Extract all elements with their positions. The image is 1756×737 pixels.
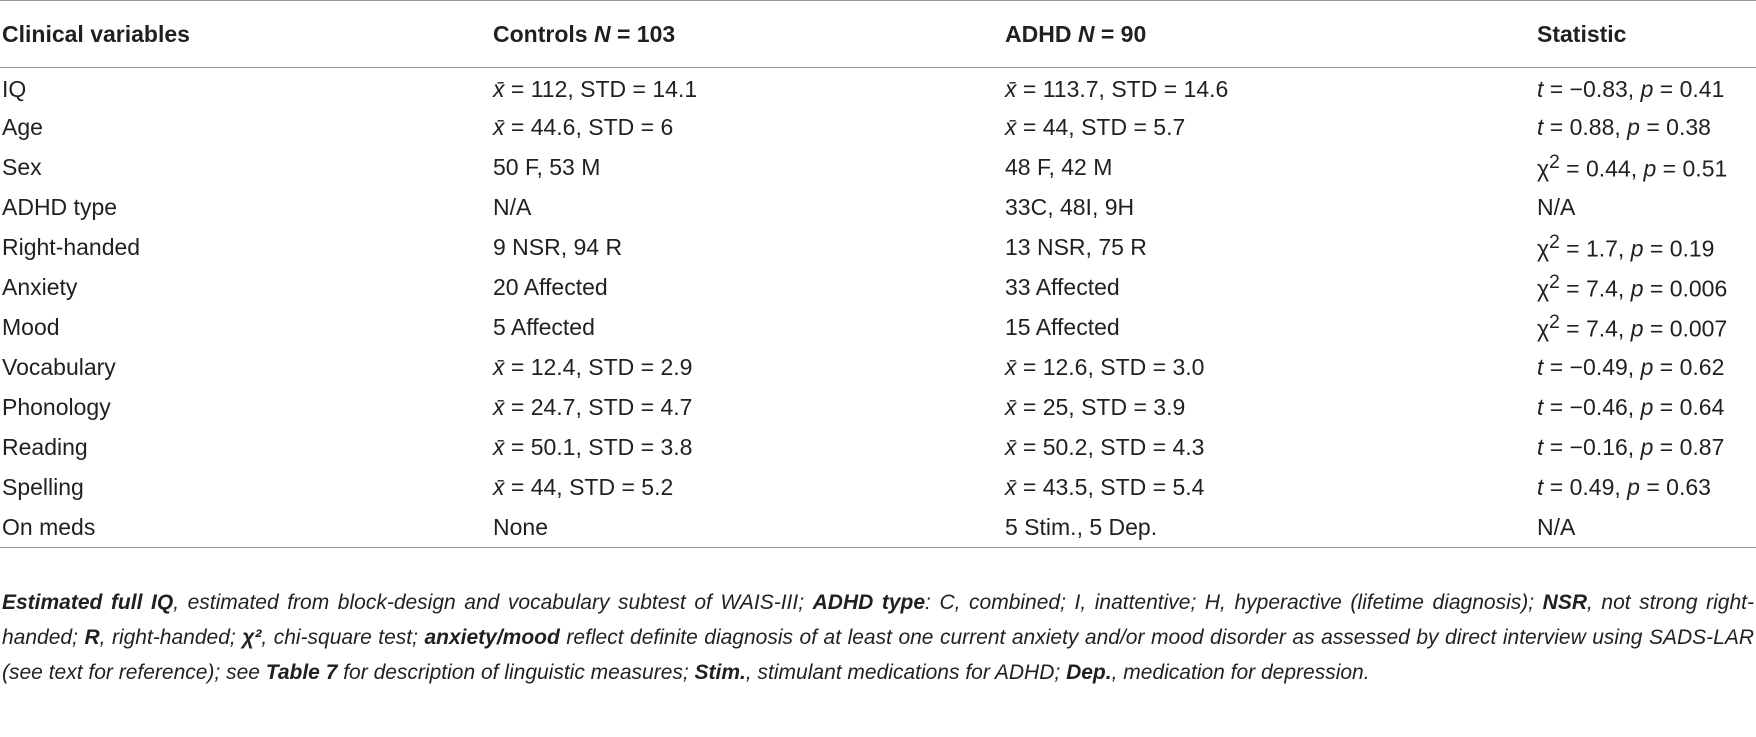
table-row (0, 508, 1756, 548)
mean-symbol: x̄ (493, 354, 505, 380)
variable-name: Age (2, 114, 43, 140)
variable-name-cell (0, 228, 491, 268)
variable-name-cell (0, 268, 491, 308)
mean-std-values: = 44.6, STD = 6 (504, 114, 674, 140)
test-statistic-symbol: t (1537, 76, 1544, 103)
mean-symbol: x̄ (1005, 76, 1017, 103)
p-value: = 0.19 (1643, 235, 1715, 262)
variable-name-cell (0, 468, 491, 508)
footnote-text: : C, combined; I, inattentive; H, hyperactive (lifetime diagnosis); (925, 591, 1543, 614)
test-statistic-value: = 0.49, (1543, 474, 1628, 500)
p-symbol: p (1640, 76, 1654, 103)
test-statistic-symbol: χ (1537, 235, 1550, 262)
variable-name: Reading (2, 434, 88, 460)
mean-symbol: x̄ (1005, 354, 1017, 380)
mean-symbol: x̄ (493, 474, 505, 500)
variable-name: Anxiety (2, 274, 78, 300)
statistic-cell (1535, 188, 1756, 228)
sample-size-symbol: N (593, 20, 611, 47)
mean-std-values: = 12.4, STD = 2.9 (504, 354, 693, 380)
test-statistic-value: = −0.16, (1543, 434, 1641, 460)
mean-std-values: = 25, STD = 3.9 (1016, 394, 1186, 420)
footnote-text: , estimated from block-design and vocabulary subtest of WAIS-III; (173, 591, 813, 614)
cell-text: 20 Affected (493, 274, 608, 300)
footnote-term: R (84, 626, 100, 649)
p-symbol: p (1630, 315, 1644, 342)
cell-text: None (493, 513, 548, 540)
adhd-cell (1003, 388, 1535, 428)
footnote-text: , not strong right-handed; (2, 591, 1754, 649)
statistic-cell (1535, 108, 1756, 148)
variable-name: Spelling (2, 474, 84, 500)
column-header (1003, 1, 1535, 68)
footnote-term: χ² (242, 626, 262, 649)
test-statistic-value: = 7.4, (1559, 315, 1631, 342)
superscript: 2 (1549, 152, 1560, 174)
statistic-cell (1535, 148, 1756, 188)
variable-name-cell (0, 348, 491, 388)
adhd-cell (1003, 68, 1535, 108)
cell-text: 33C, 48I, 9H (1005, 194, 1135, 220)
statistic-cell (1535, 508, 1756, 548)
table-row (0, 108, 1756, 148)
p-value: = 0.62 (1653, 354, 1725, 380)
test-statistic-symbol: t (1537, 354, 1544, 380)
variable-name: Vocabulary (2, 354, 116, 380)
p-value: = 0.007 (1643, 315, 1728, 342)
mean-symbol: x̄ (1005, 114, 1017, 140)
superscript: 2 (1549, 272, 1560, 294)
footnote-text: reflect definite diagnosis of at least one current anxiety and/or mood disorder as assessed by direct interview using SADS-LAR (see text for reference); see (2, 626, 1754, 684)
variable-name: Sex (2, 154, 42, 180)
test-statistic-symbol: χ (1537, 155, 1550, 182)
statistic-cell (1535, 68, 1756, 108)
test-statistic-symbol: χ (1537, 275, 1550, 302)
cell-text: N/A (1537, 194, 1576, 220)
p-symbol: p (1630, 275, 1644, 302)
variable-name-cell (0, 108, 491, 148)
test-statistic-symbol: t (1537, 434, 1544, 460)
test-statistic-symbol: χ (1537, 315, 1550, 342)
variable-name: On meds (2, 513, 96, 540)
table-row (0, 388, 1756, 428)
column-header-label: ADHD (1005, 20, 1078, 47)
test-statistic-value: = 0.44, (1559, 155, 1644, 182)
test-statistic-value: = 1.7, (1559, 235, 1631, 262)
controls-cell (491, 228, 1003, 268)
test-statistic-value: = −0.49, (1543, 354, 1641, 380)
mean-symbol: x̄ (493, 76, 505, 103)
p-symbol: p (1640, 354, 1654, 380)
variable-name-cell (0, 148, 491, 188)
mean-symbol: x̄ (1005, 394, 1017, 420)
p-symbol: p (1630, 235, 1644, 262)
footnote-text: , medication for depression. (1111, 661, 1370, 684)
controls-cell (491, 268, 1003, 308)
cell-text: 33 Affected (1005, 274, 1120, 300)
controls-cell (491, 68, 1003, 108)
table-row (0, 188, 1756, 228)
adhd-cell (1003, 228, 1535, 268)
mean-std-values: = 12.6, STD = 3.0 (1016, 354, 1205, 380)
mean-std-values: = 112, STD = 14.1 (504, 76, 698, 103)
header-row (0, 1, 1756, 68)
table-row (0, 68, 1756, 108)
controls-cell (491, 348, 1003, 388)
footnote-term: ADHD type (812, 591, 926, 614)
mean-symbol: x̄ (1005, 434, 1017, 460)
footnote-term: NSR (1542, 591, 1587, 614)
controls-cell (491, 148, 1003, 188)
footnote-text: , stimulant medications for ADHD; (745, 661, 1067, 684)
sample-size-value: = 103 (610, 20, 676, 47)
variable-name: IQ (2, 76, 27, 103)
controls-cell (491, 508, 1003, 548)
p-symbol: p (1640, 394, 1654, 420)
p-value: = 0.41 (1653, 76, 1725, 103)
mean-std-values: = 24.7, STD = 4.7 (504, 394, 693, 420)
adhd-cell (1003, 108, 1535, 148)
statistic-cell (1535, 388, 1756, 428)
footnote-term: anxiety/mood (424, 626, 560, 649)
variable-name: Mood (2, 314, 60, 340)
test-statistic-symbol: t (1537, 114, 1544, 140)
variable-name-cell (0, 188, 491, 228)
table-row (0, 348, 1756, 388)
mean-std-values: = 50.2, STD = 4.3 (1016, 434, 1205, 460)
footnote-term: Table 7 (265, 661, 338, 684)
controls-cell (491, 108, 1003, 148)
statistic-cell (1535, 268, 1756, 308)
footnote-term: Stim. (694, 661, 746, 684)
variable-name: Right-handed (2, 234, 141, 260)
variable-name-cell (0, 68, 491, 108)
test-statistic-value: = −0.46, (1543, 394, 1641, 420)
column-header-label: Clinical variables (2, 20, 190, 47)
adhd-cell (1003, 468, 1535, 508)
cell-text: 13 NSR, 75 R (1005, 234, 1147, 260)
footnote-term: Estimated full IQ (2, 591, 174, 614)
test-statistic-value: = 7.4, (1559, 275, 1631, 302)
cell-text: 15 Affected (1005, 314, 1120, 340)
table-row (0, 228, 1756, 268)
column-header-label: Controls (493, 20, 594, 47)
variable-name-cell (0, 428, 491, 468)
mean-std-values: = 50.1, STD = 3.8 (504, 434, 693, 460)
statistic-cell (1535, 308, 1756, 348)
p-value: = 0.38 (1639, 114, 1711, 140)
table-row (0, 268, 1756, 308)
statistic-cell (1535, 468, 1756, 508)
controls-cell (491, 188, 1003, 228)
mean-symbol: x̄ (493, 434, 505, 460)
cell-text: 9 NSR, 94 R (493, 234, 623, 260)
cell-text: 50 F, 53 M (493, 154, 601, 180)
variable-name: ADHD type (2, 194, 118, 220)
table-row (0, 468, 1756, 508)
mean-std-values: = 43.5, STD = 5.4 (1016, 474, 1205, 500)
table-row (0, 428, 1756, 468)
test-statistic-value: = 0.88, (1543, 114, 1628, 140)
adhd-cell (1003, 188, 1535, 228)
variable-name: Phonology (2, 394, 111, 420)
sample-size-symbol: N (1077, 20, 1095, 47)
superscript: 2 (1549, 312, 1560, 334)
mean-symbol: x̄ (1005, 474, 1017, 500)
adhd-cell (1003, 148, 1535, 188)
footnote-term: Dep. (1066, 661, 1112, 684)
p-symbol: p (1627, 114, 1640, 140)
controls-cell (491, 308, 1003, 348)
test-statistic-symbol: t (1537, 394, 1544, 420)
test-statistic-value: = −0.83, (1543, 76, 1641, 103)
p-symbol: p (1627, 474, 1640, 500)
mean-symbol: x̄ (493, 114, 505, 140)
p-symbol: p (1640, 434, 1654, 460)
p-value: = 0.006 (1643, 275, 1728, 302)
p-value: = 0.51 (1656, 155, 1728, 182)
table-row (0, 308, 1756, 348)
controls-cell (491, 428, 1003, 468)
variable-name-cell (0, 308, 491, 348)
column-header (0, 1, 491, 68)
test-statistic-symbol: t (1537, 474, 1544, 500)
p-symbol: p (1643, 155, 1657, 182)
footnote-text: , chi-square test; (261, 626, 425, 649)
column-header-label: Statistic (1537, 20, 1627, 47)
cell-text: N/A (493, 194, 532, 220)
table-footnote (2, 585, 1754, 690)
column-header (1535, 1, 1756, 68)
controls-cell (491, 468, 1003, 508)
variable-name-cell (0, 388, 491, 428)
footnote-text: for description of linguistic measures; (337, 661, 695, 684)
mean-symbol: x̄ (493, 394, 505, 420)
mean-std-values: = 44, STD = 5.2 (504, 474, 674, 500)
controls-cell (491, 388, 1003, 428)
p-value: = 0.63 (1639, 474, 1711, 500)
adhd-cell (1003, 348, 1535, 388)
p-value: = 0.64 (1653, 394, 1725, 420)
cell-text: N/A (1537, 513, 1576, 540)
variable-name-cell (0, 508, 491, 548)
adhd-cell (1003, 508, 1535, 548)
statistic-cell (1535, 428, 1756, 468)
adhd-cell (1003, 268, 1535, 308)
footnote-text: , right-handed; (99, 626, 243, 649)
adhd-cell (1003, 308, 1535, 348)
cell-text: 5 Stim., 5 Dep. (1005, 513, 1158, 540)
sample-size-value: = 90 (1094, 20, 1147, 47)
mean-std-values: = 113.7, STD = 14.6 (1016, 76, 1229, 103)
table-row (0, 148, 1756, 188)
statistic-cell (1535, 228, 1756, 268)
column-header (491, 1, 1003, 68)
cell-text: 5 Affected (493, 314, 595, 340)
p-value: = 0.87 (1653, 434, 1725, 460)
cell-text: 48 F, 42 M (1005, 154, 1113, 180)
adhd-cell (1003, 428, 1535, 468)
table-body (0, 68, 1756, 548)
superscript: 2 (1549, 232, 1560, 254)
mean-std-values: = 44, STD = 5.7 (1016, 114, 1186, 140)
table-header (0, 1, 1756, 68)
statistic-cell (1535, 348, 1756, 388)
